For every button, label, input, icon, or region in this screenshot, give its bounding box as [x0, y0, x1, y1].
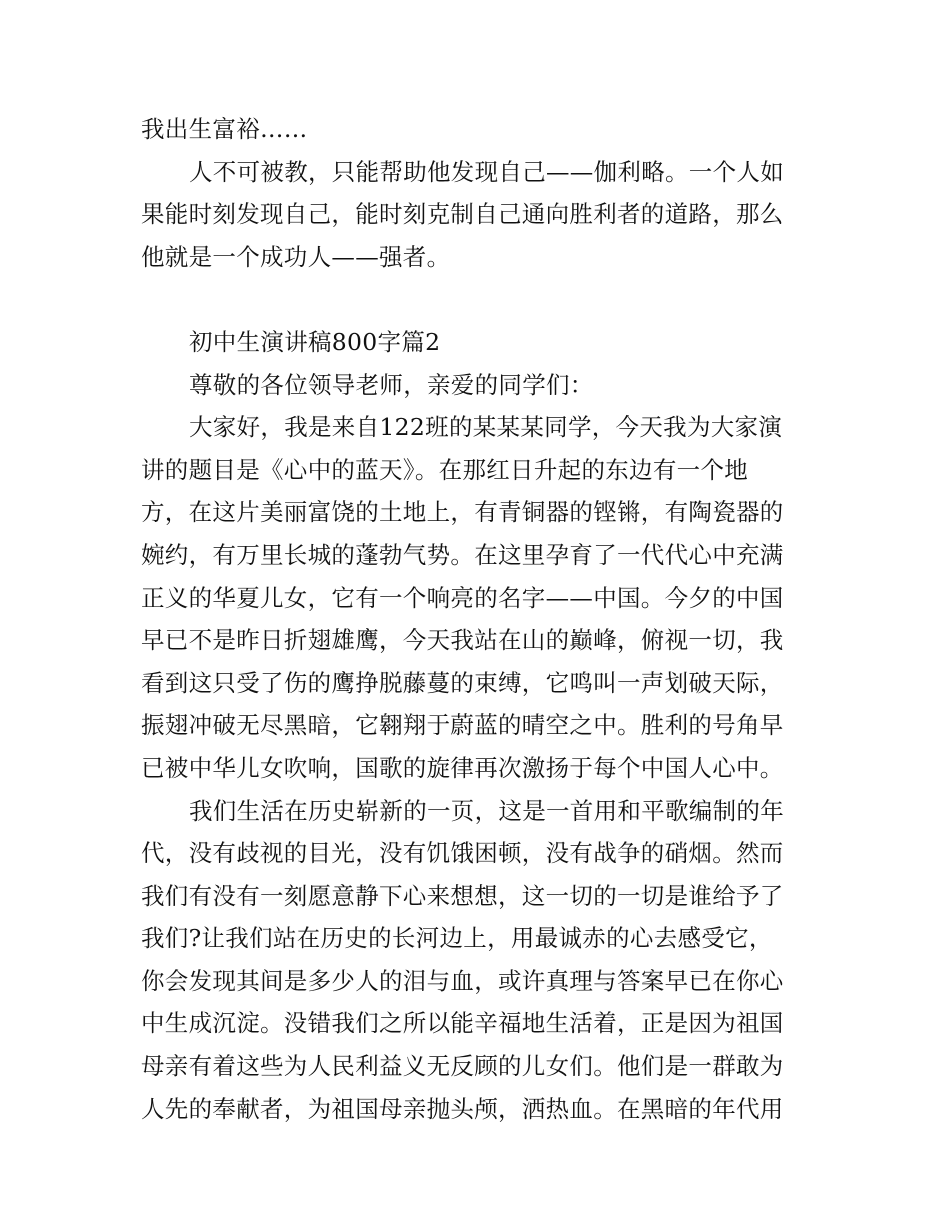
paragraph-history: [141, 790, 813, 1131]
text-line: 讲的题目是《心中的蓝天》。在那红日升起的东边有一个地: [141, 455, 749, 484]
text-line: 我们有没有一刻愿意静下心来想想，这一切的一切是谁给予了: [141, 881, 784, 910]
salutation: 尊敬的各位领导老师，亲爱的同学们：: [189, 370, 594, 399]
paragraph-intro-tail: [141, 108, 813, 151]
text-line: 我出生富裕……: [141, 115, 308, 143]
text-line: 方，在这片美丽富饶的土地上，有青铜器的铿锵，有陶瓷器的: [141, 498, 784, 527]
text-line: 婉约，有万里长城的蓬勃气势。在这里孕育了一代代心中充满: [141, 540, 784, 569]
text-line: 振翅冲破无尽黑暗，它翱翔于蔚蓝的晴空之中。胜利的号角早: [141, 711, 784, 740]
section-title: 初中生演讲稿800字篇2: [189, 327, 441, 356]
document-body: [141, 108, 813, 1130]
text-line: 中生成沉淀。没错我们之所以能辛福地生活着，正是因为祖国: [141, 1009, 784, 1038]
text-line: 他就是一个成功人——强者。: [141, 242, 451, 271]
text-line: 果能时刻发现自己，能时刻克制自己通向胜利者的道路，那么: [141, 200, 784, 229]
paragraph-greeting: [141, 406, 813, 789]
text-line: 你会发现其间是多少人的泪与血，或许真理与答案早已在你心: [141, 966, 784, 995]
text-line: 人不可被教，只能帮助他发现自己——伽利略。一个人如: [189, 157, 784, 186]
paragraph-spacer: [141, 278, 813, 321]
text-line: 母亲有着这些为人民利益义无反顾的儿女们。他们是一群敢为: [141, 1052, 784, 1081]
text-line: 人先的奉献者，为祖国母亲抛头颅，洒热血。在黑暗的年代用: [141, 1094, 784, 1123]
text-line: 我们生活在历史崭新的一页，这是一首用和平歌编制的年: [189, 796, 784, 825]
text-line: 正义的华夏儿女，它有一个响亮的名字——中国。今夕的中国: [141, 583, 784, 612]
text-line: 已被中华儿女吹响，国歌的旋律再次激扬于每个中国人心中。: [141, 753, 784, 782]
text-line: 我们?让我们站在历史的长河边上，用最诚赤的心去感受它，: [141, 924, 773, 953]
text-line: 早已不是昨日折翅雄鹰，今天我站在山的巅峰，俯视一切，我: [141, 626, 784, 655]
paragraph-galileo-quote: [141, 151, 813, 279]
text-line: 看到这只受了伤的鹰挣脱藤蔓的束缚，它鸣叫一声划破天际，: [141, 668, 784, 697]
text-line: 大家好，我是来自122班的某某某同学，今天我为大家演: [189, 413, 783, 442]
text-line: 代，没有歧视的目光，没有饥饿困顿，没有战争的硝烟。然而: [141, 839, 784, 868]
